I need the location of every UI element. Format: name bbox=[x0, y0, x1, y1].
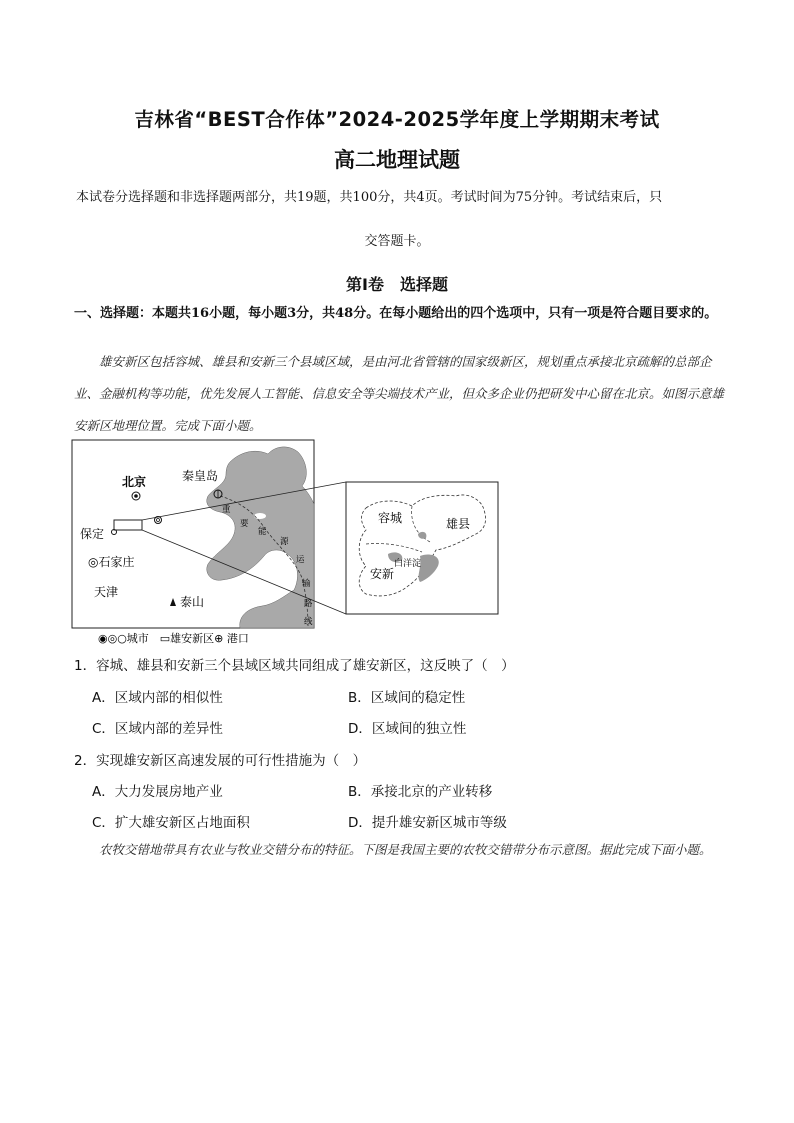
route-char: 能 bbox=[258, 527, 267, 537]
route-char: 线 bbox=[304, 617, 313, 627]
section-instruction: 一、选择题：本题共16小题，每小题3分，共48分。在每小题给出的四个选项中，只有一项是符合题目要求的。 bbox=[74, 306, 718, 321]
route-char: 重 bbox=[222, 505, 231, 515]
question-2-stem: 2．实现雄安新区高速发展的可行性措施为（ ） bbox=[74, 753, 367, 769]
question-2-option-b[interactable]: B．承接北京的产业转移 bbox=[348, 784, 493, 800]
section-title: 第Ⅰ卷 选择题 bbox=[346, 275, 448, 294]
map-legend: ◉◎○城市 ▭雄安新区⊕ 港口 bbox=[98, 632, 249, 645]
label-beijing: 北京 bbox=[122, 475, 147, 489]
route-char: 路 bbox=[304, 599, 313, 609]
label-rongcheng: 容城 bbox=[378, 511, 403, 525]
label-shijiazhuang: ◎石家庄 bbox=[88, 555, 135, 569]
route-char: 输 bbox=[302, 579, 311, 589]
question-2-option-d[interactable]: D．提升雄安新区城市等级 bbox=[348, 815, 507, 831]
label-tianjin: 天津 bbox=[94, 585, 119, 599]
passage-agro-pastoral: 农牧交错地带具有农业与牧业交错分布的特征。下图是我国主要的农牧交错带分布示意图。据此完成下面小题。 bbox=[99, 842, 712, 857]
inset-map-frame bbox=[346, 482, 498, 614]
label-xiongxian: 雄县 bbox=[446, 517, 471, 531]
label-taishan: 泰山 bbox=[180, 595, 205, 609]
question-1-option-a[interactable]: A．区域内部的相似性 bbox=[92, 690, 223, 706]
xiongan-location-map bbox=[70, 438, 510, 648]
question-1-option-d[interactable]: D．区域间的独立性 bbox=[348, 721, 467, 737]
xiongan-marker bbox=[114, 520, 142, 530]
label-baiyangdian: 白洋淀 bbox=[394, 559, 422, 569]
label-qinhuangdao: 秦皇岛 bbox=[182, 469, 219, 483]
exam-subtitle: 高二地理试题 bbox=[334, 148, 460, 172]
island bbox=[254, 513, 266, 519]
question-1-stem: 1．容城、雄县和安新三个县域区域共同组成了雄安新区，这反映了（ ） bbox=[74, 658, 515, 674]
route-char: 源 bbox=[280, 537, 289, 547]
route-char: 要 bbox=[240, 519, 249, 529]
label-baoding: 保定 bbox=[80, 527, 105, 541]
route-char: 运 bbox=[296, 555, 305, 565]
exam-title: 吉林省“BEST合作体”2024-2025学年度上学期期末考试 bbox=[134, 108, 660, 131]
question-2-option-c[interactable]: C．扩大雄安新区占地面积 bbox=[92, 815, 250, 831]
question-1-option-b[interactable]: B．区域间的稳定性 bbox=[348, 690, 466, 706]
intro-line-2: 交答题卡。 bbox=[364, 234, 430, 249]
label-anxin: 安新 bbox=[370, 567, 395, 581]
question-1-option-c[interactable]: C．区域内部的差异性 bbox=[92, 721, 223, 737]
question-2-option-a[interactable]: A．大力发展房地产业 bbox=[92, 784, 223, 800]
intro-line-1: 本试卷分选择题和非选择题两部分，共19题，共100分，共4页。考试时间为75分钟。考试结束后，只 bbox=[76, 190, 663, 205]
passage-xiongan: 雄安新区包括容城、雄县和安新三个县域区域，是由河北省管辖的国家级新区，规划重点承接北京疏解的总部企业、金融机构等功能，优先发展人工智能、信息安全等尖端技术产业，但众多企业仍把研发中心留在北京。如图示意雄安新区地理位置。完成下面小题。 bbox=[74, 354, 725, 433]
